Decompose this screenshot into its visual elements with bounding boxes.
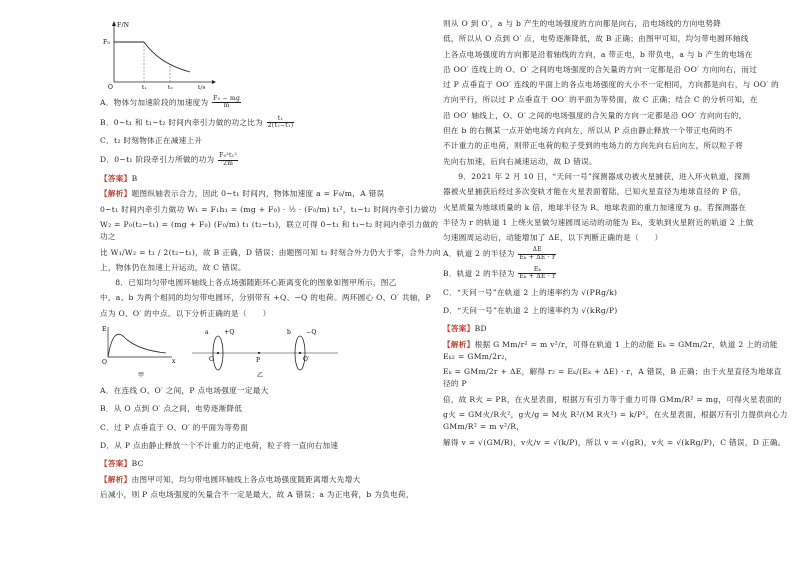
q8-explanation-2: 后减小，则 P 点电场强度的矢量合不一定是最大，故 A 错误；a 为正电荷，b 为负电荷， <box>100 489 414 499</box>
q7-explanation-1-text: 题图纵轴表示合力，因此 0~t₁ 时间内，物体加速度 a = F₀/m，A 错误 <box>131 189 385 199</box>
explanation-tag: 【解析】 <box>443 339 475 349</box>
fig-yi-plus-q-label: +Q <box>224 329 235 337</box>
q7-option-a-text: A．物体匀加速阶段的加速度为 <box>100 97 209 107</box>
q8-explanation-cont-9: 不计重力的正电荷，则带正电荷的粒子受到的电场力的方向先向右后向左，所以粒子将 <box>443 141 743 151</box>
fig-yi-o-prime-label: O′ <box>303 356 310 364</box>
fig-jia-e-label: E <box>102 326 107 334</box>
q9-option-b-den: Eₖ + ΔE · r <box>519 273 556 281</box>
q8-option-b: B．从 O 点到 O′ 点之间，电势逐渐降低 <box>100 404 243 414</box>
q7-option-d-fraction <box>218 153 238 167</box>
q8-stem-1: 8．已知均匀带电圆环轴线上各点场强随距环心距离变化的图象如图甲所示，图乙 <box>115 278 397 288</box>
q9-answer <box>443 323 788 335</box>
q8-explanation-cont-10: 先向右加速，后向右减速运动，故 D 错误。 <box>443 156 597 166</box>
q9-explanation-2: Eₖ = GMm/2r + ΔE，解得 r₂ = Eₖ/(Eₖ + ΔE) · r，A 错误，B 正确；由于火星直径为地球直径的 P <box>443 367 782 389</box>
q7-explanation-2: 0~t₁ 时间内牵引力做功 W₁ = F₁h₁ = (mg + F₀) · ½ · (F₀/m) t₁²，t₁~t₂ 时间内牵引力做功 <box>100 204 437 214</box>
q7-option-b-den: 2(t₂−t₁) <box>267 121 294 129</box>
q9-answer-value: BD <box>474 324 487 334</box>
right-column <box>443 18 788 452</box>
answer-tag: 【答案】 <box>100 174 132 184</box>
q9-option-a-num: ΔE <box>518 247 556 254</box>
y-axis-label: F/N <box>117 22 130 29</box>
q8-figures-svg <box>100 323 350 381</box>
q9-stem-1: 9．2021 年 2 月 10 日，“天问一号”探测器成功被火星捕获，进入环火轨道，探测 <box>458 171 751 181</box>
q9-option-a-den: Eₖ + ΔE · r <box>519 253 556 261</box>
t2-label: t₂ <box>168 85 174 91</box>
q9-option-b-fraction <box>518 267 556 281</box>
answer-tag: 【答案】 <box>100 459 132 469</box>
q9-option-d: D．“天问一号”在轨道 2 上的速率约为 √(kRg/P) <box>443 305 618 315</box>
q7-option-a <box>100 96 445 110</box>
q8-figures <box>100 323 445 381</box>
q9-explanation-1 <box>443 339 788 364</box>
q7-option-a-num: F₀ − mg <box>213 95 241 102</box>
q8-explanation-cont-1: 则从 O 到 O′，a 与 b 产生的电场强度的方向都是向右，沿电场线的方向电势降 <box>443 19 722 28</box>
q9-option-a-text: A．轨道 2 的半径为 <box>443 249 515 259</box>
q9-explanation-1-text: 根据 G Mm/r² = m v²/r，可得在轨道 1 上的动能 Eₖ = GMm/2r，轨道 2 上的动能 Eₖ₂ = GMm/2r₂， <box>443 339 778 361</box>
q8-stem-2: 中，a、b 为两个相同的均匀带电圆环，分别带有 +Q、−Q 的电荷。两环圆心 O、O′ 共轴，P <box>100 293 431 303</box>
q8-explanation-cont-6: 方向平行，所以过 P 点垂直于 OO′ 的平面为等势面，故 C 正确；结合 C 的分析可知，在 <box>443 95 758 105</box>
q7-option-d-text: D．0~t₁ 阶段牵引力所做的功为 <box>100 155 215 165</box>
f0-label: F₀ <box>103 39 111 46</box>
q9-explanation-4: g火 = GM火/R火²，g火/g = M火 R²/(M R火²) = k/P²，在火星表面，根据万有引力提供向心力 GMm/R² = m v²/R， <box>443 410 788 432</box>
q9-option-a <box>443 247 788 261</box>
fig-yi-caption: 乙 <box>257 372 264 380</box>
q7-option-d <box>100 153 445 167</box>
q9-explanation-5: 解得 v = √(GM/R)，v火/v = √(k/P)，所以 v = √(gR)，v火 = √(kRg/P)，C 错误，D 正确。 <box>443 437 786 447</box>
force-time-graph-svg <box>100 18 220 96</box>
q7-option-b <box>100 116 445 130</box>
fig-jia-x-label: x <box>172 358 176 366</box>
q8-explanation-cont-3: 上各点电场强度的方向都是沿着轴线的方向，a 带正电，b 带负电，a 与 b 产生的电场在 <box>443 49 753 59</box>
fig-jia-caption: 甲 <box>138 372 145 380</box>
q9-stem-3: 火星质量为地球质量的 k 倍，地球半径为 R。地球表面的重力加速度为 g。若探测器在 <box>443 202 747 212</box>
origin-label: O <box>108 84 114 91</box>
force-decay-curve <box>144 42 190 72</box>
q9-stem-4: 半径为 r 的轨道 1 上绕火星做匀速圆周运动的动能为 Eₖ，变轨到火星附近的轨道 2 上做 <box>443 217 754 227</box>
q7-option-a-den: m <box>223 102 230 110</box>
q8-answer-value: BC <box>131 459 144 469</box>
q9-option-c: C．“天问一号”在轨道 2 上的速率约为 √(PRg/k) <box>443 287 618 297</box>
explanation-tag: 【解析】 <box>100 474 132 484</box>
point-o-prime <box>299 352 301 354</box>
point-o <box>217 352 219 354</box>
y-axis-arrow <box>112 21 116 26</box>
q7-option-b-num: t₁ <box>267 116 295 123</box>
fig-yi-o-label: O <box>209 356 215 364</box>
q8-stem-3: 点为 O、O′ 的中点。以下分析正确的是（ ） <box>100 308 271 318</box>
q9-option-b-num: Eₖ <box>518 267 556 274</box>
q8-explanation-cont-5: 过 P 点垂直于 OO′ 连线的平面上的各点电场强度的大小不一定相同，方向都是向右，与 OO′ 的 <box>443 80 780 90</box>
q7-answer-value: B <box>131 174 138 184</box>
q9-option-b <box>443 267 788 281</box>
explanation-tag: 【解析】 <box>100 189 132 199</box>
q9-option-b-text: B．轨道 2 的半径为 <box>443 268 515 278</box>
x-axis-label: t/s <box>198 85 206 91</box>
q7-explanation-5: 上，物体仍在加速上升运动，故 C 错误。 <box>100 262 246 272</box>
q8-option-a: A．在连线 O、O′ 之间，P 点电场强度一定最大 <box>100 386 269 396</box>
left-column <box>100 18 445 504</box>
fig-yi-b-label: b <box>287 329 292 337</box>
q7-explanation-4: 比 W₁/W₂ = t₁ / 2(t₂−t₁)，故 B 正确，D 错误；由题图可知 t₂ 时刻合外力仍大于零，合外力向 <box>100 247 441 257</box>
fig-yi-minus-q-label: −Q <box>306 329 317 337</box>
q9-explanation-3: 倍，故 R火 = PR，在火星表面，根据万有引力等于重力可得 GMm/R² = mg，可得火星表面的 <box>443 394 782 404</box>
q7-option-d-den: 2m <box>223 159 234 167</box>
q7-option-c: C．t₂ 时刻物体正在减速上升 <box>100 136 203 146</box>
fig-jia-o-label: O <box>102 359 108 367</box>
q7-option-d-num: F₀²t₁² <box>219 152 238 160</box>
fig-yi-a-label: a <box>205 329 209 337</box>
q8-explanation-cont-7: 沿 OO′ 轴线上，O、O′ 之间的电场强度的合矢量的方向一定都是沿 OO′ 方向向右的， <box>443 110 747 120</box>
q7-option-a-fraction <box>212 96 241 110</box>
q8-explanation-cont-2: 低，所以从 O 点到 O′ 点，电势逐渐降低，故 B 正确；由图甲可知，均匀带电圆环轴线 <box>443 34 749 44</box>
q7-option-b-text: B．0~t₁ 和 t₁~t₂ 时间内牵引力做的功之比为 <box>100 117 264 127</box>
q7-option-b-fraction <box>267 116 295 130</box>
q7-explanation-3: W₂ = P₀(t₂−t₁) = (mg + F₀) (F₀/m) t₁ (t₂−t₁)，联立可得 0~t₁ 和 t₁~t₂ 时间内牵引力做的功之 <box>100 219 439 242</box>
q8-option-d: D．从 P 点由静止释放一个不计重力的正电荷，粒子将一直向右加速 <box>100 440 339 450</box>
t1-label: t₁ <box>142 85 148 91</box>
q7-answer <box>100 173 445 185</box>
q8-answer <box>100 458 445 470</box>
x-axis-arrow <box>212 80 216 84</box>
fig-yi-p-label: P <box>256 357 261 365</box>
q9-option-a-fraction <box>518 247 556 261</box>
q9-stem-2: 器被火星捕获后经过多次变轨才能在火星表面着陆，已知火星直径为地球直径的 P 倍， <box>443 187 746 197</box>
q8-explanation-1 <box>100 474 445 486</box>
q8-explanation-cont-4: 沿 OO′ 连线上的 O、O′ 之间的电场强度的合矢量的方向一定都是沿 OO′ 方向向右，而过 <box>443 64 758 74</box>
q8-option-c: C．过 P 点垂直于 O、O′ 的平面为等势面 <box>100 422 248 432</box>
force-time-graph <box>100 18 445 96</box>
q7-explanation-1 <box>100 188 445 200</box>
point-p <box>258 352 260 354</box>
q8-explanation-1-text: 由图甲可知，均匀带电圆环轴线上各点电场强度随距离增大先增大 <box>131 474 361 484</box>
fig-jia-curve <box>108 334 166 357</box>
q8-explanation-cont-8: 但在 b 的右侧某一点开始电场方向向左，所以从 P 点由静止释放一个带正电荷的不 <box>443 126 733 136</box>
answer-tag: 【答案】 <box>443 324 475 334</box>
q9-stem-5: 匀速圆周运动后，动能增加了 ΔE，以下判断正确的是（ ） <box>443 233 663 243</box>
